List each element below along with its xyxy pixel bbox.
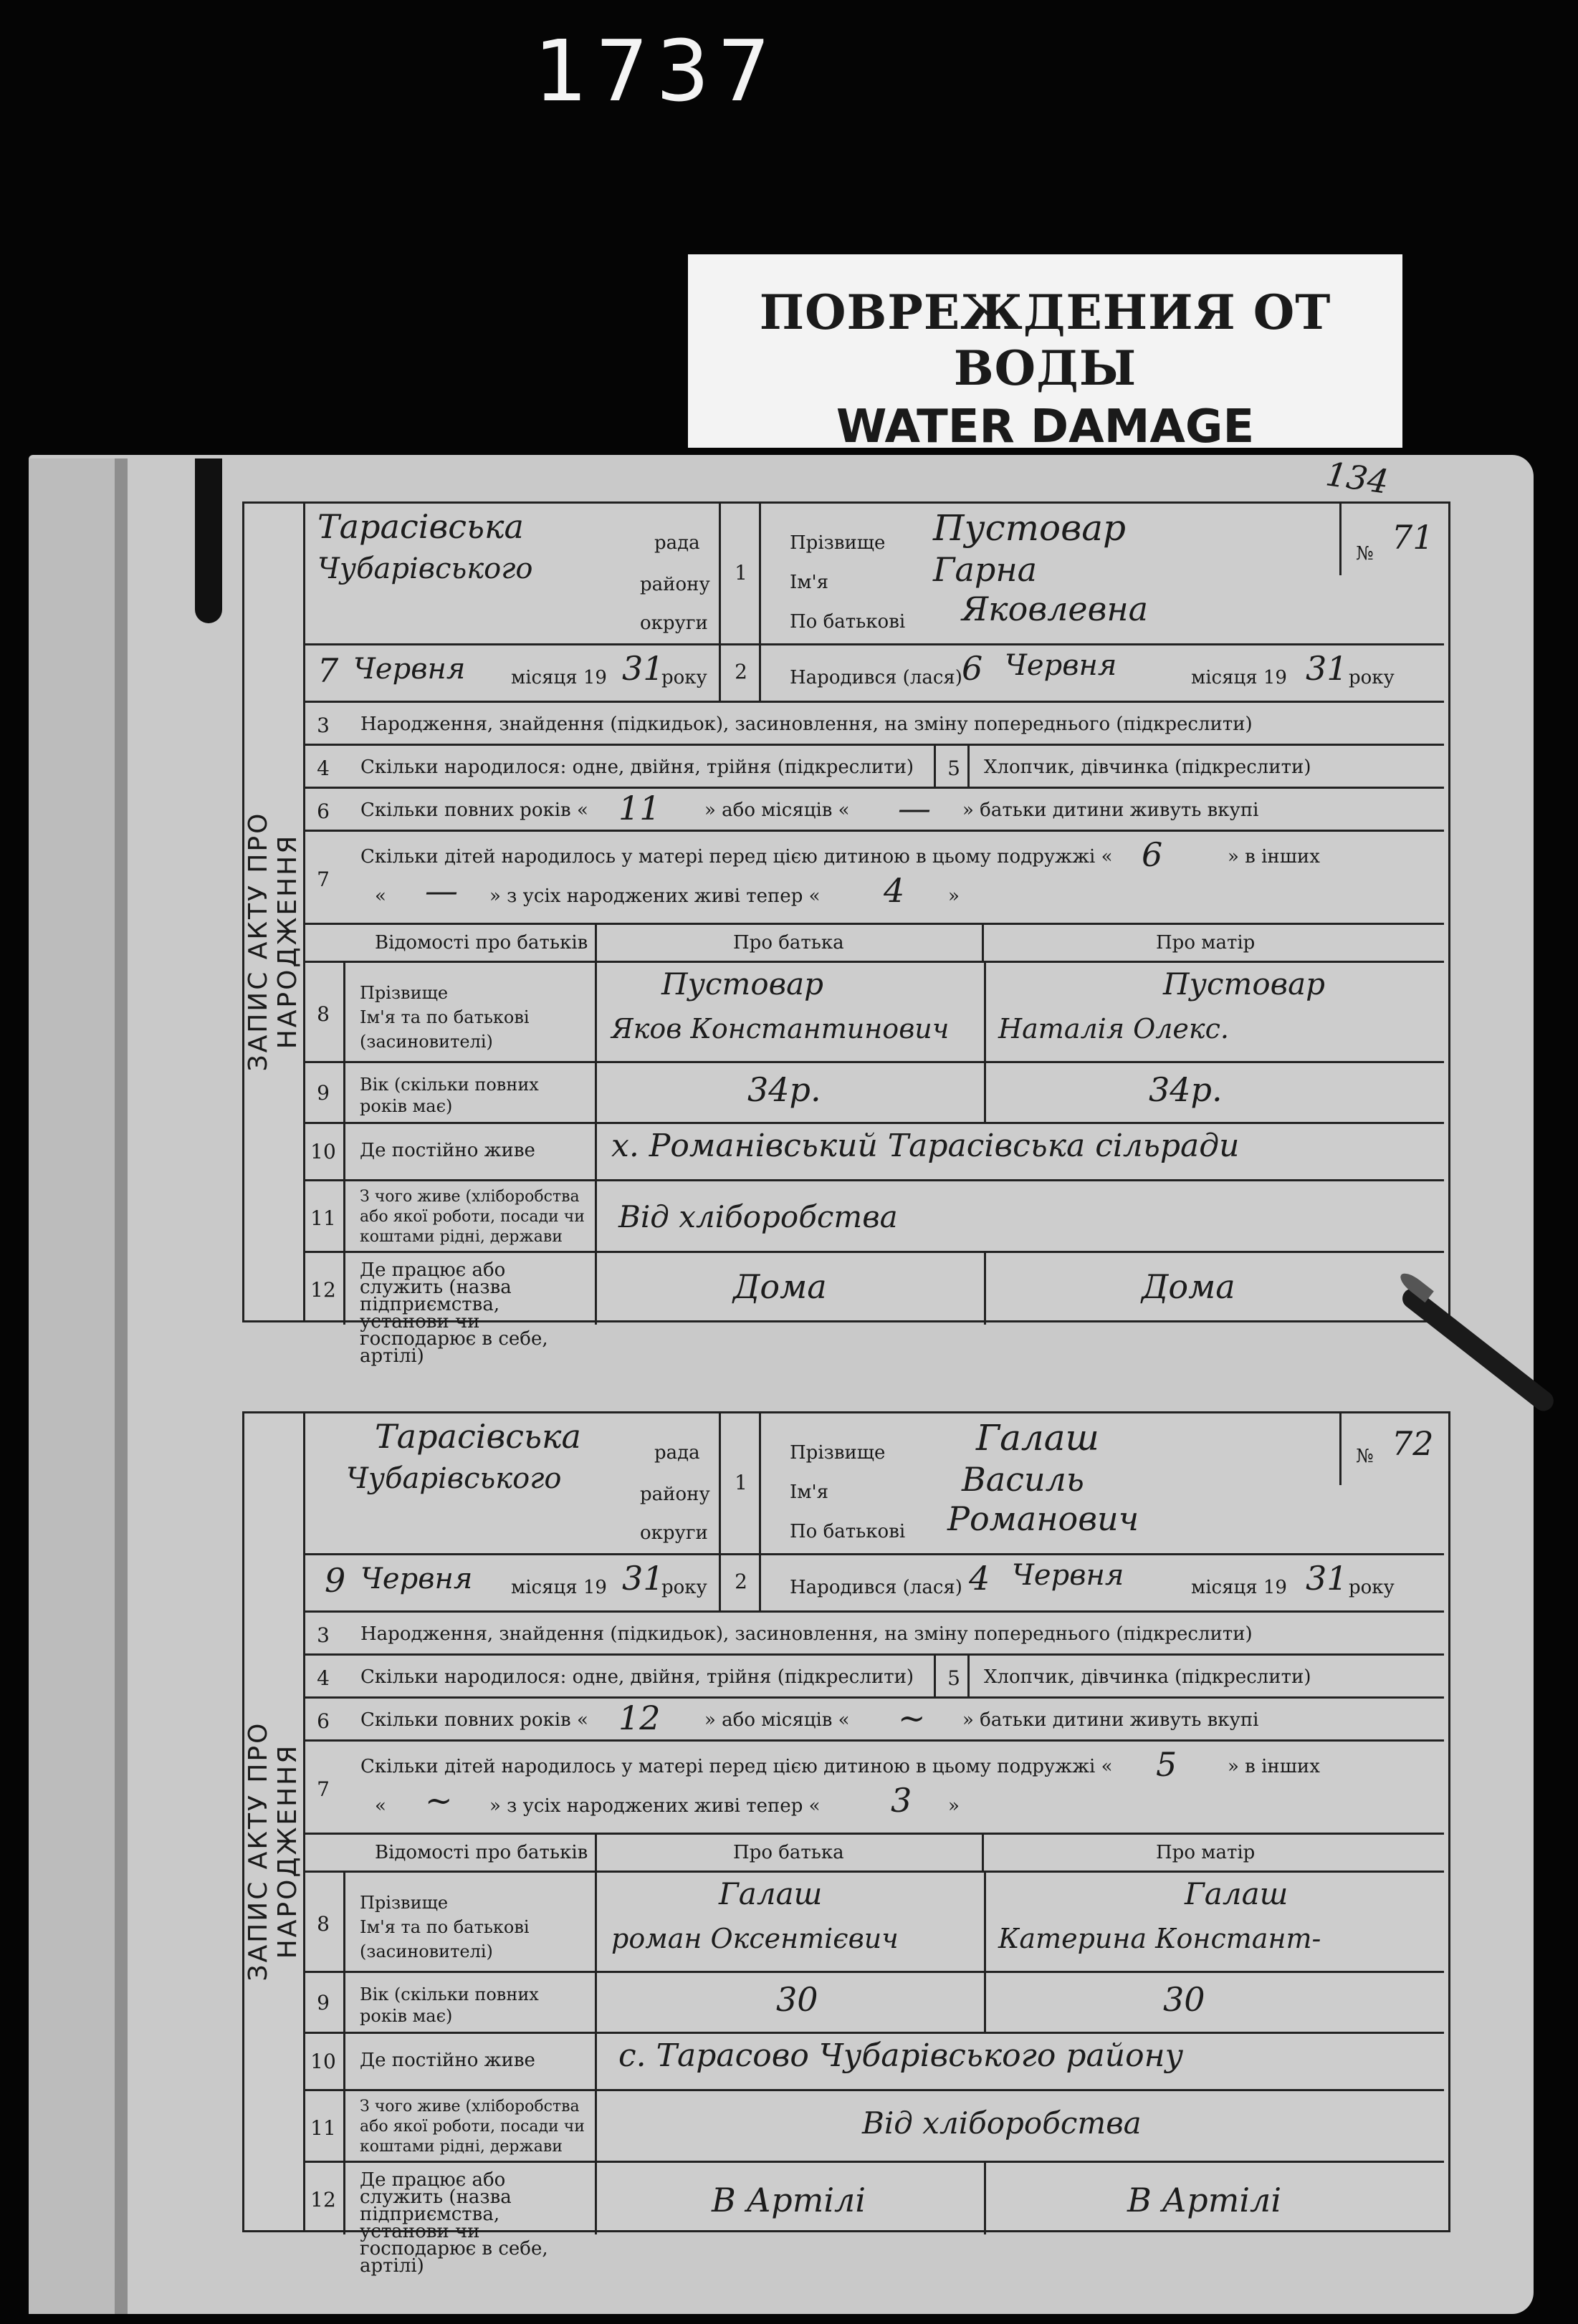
patronymic-label: По батькові — [790, 611, 906, 633]
row9-label: Вік (скільки повних років має) — [360, 1984, 539, 2026]
registration-date — [303, 643, 719, 701]
row7-label-b: » в інших — [1228, 1756, 1320, 1777]
record-number: 71 — [1392, 518, 1434, 557]
surname-label: Прізвище — [790, 1442, 886, 1464]
reg-year: 31 — [622, 649, 664, 688]
row7-children-other: — — [425, 871, 458, 910]
row9: 9 Вік (скільки повних років має) 30 30 — [303, 1971, 1444, 2032]
mother-header: Про матір — [1156, 1842, 1256, 1863]
father-age: 30 — [776, 1980, 818, 2019]
row11-label: З чого живе (хліборобства або якої роботи, посади чи коштами рідні, держави — [360, 2098, 585, 2156]
rada-label: рада — [654, 1442, 700, 1464]
row5-text: Хлопчик, дівчинка (підкреслити) — [984, 757, 1311, 778]
record-number-box — [1339, 504, 1444, 575]
record-number-box — [1339, 1413, 1444, 1485]
row6-label-c: » батьки дитини живуть вкупі — [962, 1709, 1259, 1731]
born-month: Червня — [1012, 1559, 1124, 1592]
registry-office-block — [303, 1413, 719, 1553]
row3-text: Народження, знайдення (підкидьок), засиновлення, на зміну попереднього (підкреслити) — [360, 714, 1253, 735]
reg-month: Червня — [360, 1562, 473, 1595]
row6: 6 Скільки повних років « 12 » або місяців « ~ » батьки дитини живуть вкупі — [303, 1696, 1444, 1739]
raion-label: району — [640, 1484, 710, 1505]
row6-label-b: » або місяців « — [704, 1709, 850, 1731]
patronymic-label: По батькові — [790, 1521, 906, 1542]
mother-age: 34р. — [1149, 1070, 1223, 1109]
row6-label-b: » або місяців « — [704, 800, 850, 821]
row8: 8 Прізвище Ім'я та по батькові (засиновителі) Галаш роман Оксентієвич Галаш Катерина Констант- — [303, 1871, 1444, 1971]
row12: 12 Де працює або служить (назва підприємства, установи чи господарює в себе, артілі) В Артілі В Артілі — [303, 2161, 1444, 2232]
stamp-line-ru: ПОВРЕЖДЕНИЯ ОТ ВОДЫ — [759, 284, 1331, 396]
born-year: 31 — [1306, 649, 1348, 688]
row6-label-c: » батьки дитини живуть вкупі — [962, 800, 1259, 821]
born-month-label: місяця 19 — [1191, 667, 1287, 688]
row3-text: Народження, знайдення (підкидьок), засиновлення, на зміну попереднього (підкреслити) — [360, 1623, 1253, 1645]
record-side-title — [244, 1413, 305, 2230]
surname-value: Галаш — [976, 1417, 1099, 1459]
row7-label-e: » — [948, 1795, 960, 1817]
father-header: Про батька — [733, 932, 844, 954]
birth-date-row: Народився (лася) 6 Червня місяця 19 31 року — [759, 643, 1444, 701]
row1-number: 1 — [719, 504, 759, 643]
reg-month-label: місяця 19 — [511, 667, 607, 688]
parents-table — [303, 1833, 1444, 2277]
row4-text: Скільки народилося: одне, двійня, трійня (підкреслити) — [360, 1666, 914, 1688]
name-value: Гарна — [933, 550, 1038, 589]
child-name-block — [759, 504, 1339, 643]
birth-record-1: ЗАПИС АКТУ ПРО НАРОДЖЕННЯ Тарасівська рада Чубарівського району округи 7 Червня місяця 19 31 року 1 Прізвище Пустовар Ім'я Гарна По батькові Яковлевна № 71 2 Народився (лася) 6 Червня місяця 19 31 року 3 Народження, знайдення (підкидьок), засиновлення, на зміну попереднього (підкреслити) 4 Скільки народилося: одне, двійня, трійня (підкреслити) 5 Хлопчик, дівчинка (підкреслити) 6 Скільки повних років « 11 » або місяців « — » батьки дитини живуть вкупі 7 Скільки дітей народилось у матері перед цією дитиною в цьому подружжі « 6 » в інших « — » з усіх народжених живі тепер « 4 » Відомості про батьків Про батька Про матір 8 Прізвище Ім'я та по батькові (засиновителі) Пустовар Яков Константинович Пустовар Наталія Олекс. 9 Вік (скільки повних років має) 34р. 34р. 10 Де постійно живе х. Романівський Тарасівська сільради 11 З чого живе (хліборобства або якої роботи, посади чи коштами рідні, держави Від хліборобства 12 Де працює або служить (назва підприємства, установи чи господарює в себе, артілі) Дома Дома — [242, 501, 1450, 1322]
row8-label: Прізвище Ім'я та по батькові (засиновителі) — [360, 1893, 530, 1962]
reg-year-label: року — [661, 667, 707, 688]
born-month-label: місяця 19 — [1191, 1577, 1287, 1598]
number-label: № — [1356, 1446, 1374, 1467]
row4-5: 4 Скільки народилося: одне, двійня, трійня (підкреслити) 5 Хлопчик, дівчинка (підкреслити) — [303, 744, 1444, 787]
mother-surname: Галаш — [1185, 1876, 1288, 1911]
born-label: Народився (лася) — [790, 667, 962, 688]
row7-children-other: ~ — [425, 1781, 453, 1820]
row7-alive-now: 4 — [884, 871, 905, 910]
row12: 12 Де працює або служить (назва підприємства, установи чи господарює в себе, артілі) Дома Дома — [303, 1251, 1444, 1322]
born-day: 4 — [969, 1559, 990, 1598]
binding-shadow — [115, 458, 128, 2314]
row6-years: 12 — [618, 1699, 661, 1737]
rada-label: рада — [654, 532, 700, 554]
patronymic-value: Яковлевна — [962, 590, 1149, 628]
birth-record-2: ЗАПИС АКТУ ПРО НАРОДЖЕННЯ Тарасівська рада Чубарівського району округи 9 Червня місяця 19 31 року 1 Прізвище Галаш Ім'я Василь По батькові Романович № 72 2 Народився (лася) 4 Червня місяця 19 31 року 3 Народження, знайдення (підкидьок), засиновлення, на зміну попереднього (підкреслити) 4 Скільки народилося: одне, двійня, трійня (підкреслити) 5 Хлопчик, дівчинка (підкреслити) 6 Скільки повних років « 12 » або місяців « ~ » батьки дитини живуть вкупі 7 Скільки дітей народилось у матері перед цією дитиною в цьому подружжі « 5 » в інших « ~ » з усіх народжених живі тепер « 3 » Відомості про батьків Про батька Про матір 8 Прізвище Ім'я та по батькові (засиновителі) Галаш роман Оксентієвич Галаш Катерина Констант- 9 Вік (скільки повних років має) 30 30 10 Де постійно живе с. Тарасово Чубарівського району 11 З чого живе (хліборобства або якої роботи, посади чи коштами рідні, держави Від хліборобства 12 Де працює або служить (назва підприємства, установи чи господарює в себе, артілі) В Артілі В Артілі — [242, 1411, 1450, 2232]
mother-header: Про матір — [1156, 932, 1256, 954]
row10-label: Де постійно живе — [360, 1140, 535, 1161]
parents-header: Відомості про батьків — [375, 932, 588, 954]
side-title-text: ЗАПИС АКТУ ПРО НАРОДЖЕННЯ — [244, 1721, 302, 1982]
livelihood: Від хліборобства — [862, 2105, 1142, 2141]
row10-label: Де постійно живе — [360, 2050, 535, 2071]
row8: 8 Прізвище Ім'я та по батькові (засиновителі) Пустовар Яков Константинович Пустовар Наталія Олекс. — [303, 961, 1444, 1061]
father-surname: Пустовар — [661, 966, 823, 1002]
reg-year: 31 — [622, 1559, 664, 1598]
patronymic-value: Романович — [947, 1499, 1139, 1538]
row7-children-before: 6 — [1142, 835, 1163, 874]
stamp-line-en: WATER DAMAGE — [836, 400, 1255, 453]
row3: 3 Народження, знайдення (підкидьок), засиновлення, на зміну попереднього (підкреслити) — [303, 701, 1444, 744]
side-title-text: ЗАПИС АКТУ ПРО НАРОДЖЕННЯ — [244, 811, 302, 1072]
row11: 11 З чого живе (хліборобства або якої роботи, посади чи коштами рідні, держави Від хліборобства — [303, 2089, 1444, 2161]
row6: 6 Скільки повних років « 11 » або місяців « — » батьки дитини живуть вкупі — [303, 787, 1444, 830]
row3: 3 Народження, знайдення (підкидьок), засиновлення, на зміну попереднього (підкреслити) — [303, 1610, 1444, 1653]
raion-value: Чубарівського — [317, 552, 533, 585]
row6-label-a: Скільки повних років « — [360, 1709, 588, 1731]
mother-name: Наталія Олекс. — [998, 1013, 1229, 1045]
born-label: Народився (лася) — [790, 1577, 962, 1598]
residence: х. Романівський Тарасівська сільради — [611, 1128, 1240, 1164]
reg-year-label: року — [661, 1577, 707, 1598]
okruha-label: округи — [640, 613, 708, 634]
row7-label-a: Скільки дітей народилось у матері перед цією дитиною в цьому подружжі « — [360, 1756, 1113, 1777]
surname-label: Прізвище — [790, 532, 886, 554]
row7-label-d: » з усіх народжених живі тепер « — [489, 1795, 821, 1817]
row9: 9 Вік (скільки повних років має) 34р. 34р. — [303, 1061, 1444, 1122]
born-day: 6 — [962, 649, 983, 688]
binding-tear — [195, 458, 222, 623]
residence: с. Тарасово Чубарівського району — [618, 2037, 1184, 2074]
record-side-title — [244, 504, 305, 1320]
row11-label: З чого живе (хліборобства або якої роботи, посади чи коштами рідні, держави — [360, 1188, 585, 1246]
row7: 7 Скільки дітей народилось у матері перед цією дитиною в цьому подружжі « 6 » в інших « — » з усіх народжених живі тепер « 4 » — [303, 830, 1444, 923]
born-year: 31 — [1306, 1559, 1348, 1598]
archive-number: 1737 — [534, 21, 778, 120]
name-value: Василь — [962, 1460, 1084, 1499]
row6-months: — — [898, 789, 931, 827]
page-corner-number: 134 — [1323, 454, 1392, 501]
record-number: 72 — [1392, 1424, 1434, 1463]
mother-name: Катерина Констант- — [998, 1923, 1321, 1954]
row7: 7 Скільки дітей народилось у матері перед цією дитиною в цьому подружжі « 5 » в інших « ~ » з усіх народжених живі тепер « 3 » — [303, 1739, 1444, 1833]
row7-label-e: » — [948, 885, 960, 907]
page-binding — [29, 458, 125, 2314]
name-label: Ім'я — [790, 1482, 829, 1503]
row4-5: 4 Скільки народилося: одне, двійня, трійня (підкреслити) 5 Хлопчик, дівчинка (підкреслити) — [303, 1653, 1444, 1696]
row6-years: 11 — [618, 789, 661, 827]
row11: 11 З чого живе (хліборобства або якої роботи, посади чи коштами рідні, держави Від хліборобства — [303, 1179, 1444, 1251]
father-name: роман Оксентієвич — [611, 1923, 899, 1954]
row7-label-c: « — [375, 1795, 386, 1817]
work-mother: Дома — [1142, 1267, 1235, 1306]
parents-table — [303, 923, 1444, 1367]
reg-month-label: місяця 19 — [511, 1577, 607, 1598]
row12-label: Де працює або служить (назва підприємства, установи чи господарює в себе, артілі) — [360, 1259, 548, 1367]
name-label: Ім'я — [790, 572, 829, 593]
work-mother: В Артілі — [1127, 2181, 1282, 2219]
okruha-label: округи — [640, 1522, 708, 1544]
water-damage-stamp — [688, 254, 1402, 453]
surname-value: Пустовар — [933, 507, 1127, 549]
row4-text: Скільки народилося: одне, двійня, трійня (підкреслити) — [360, 757, 914, 778]
child-name-block — [759, 1413, 1339, 1553]
row12-label: Де працює або служить (назва підприємства, установи чи господарює в себе, артілі) — [360, 2169, 548, 2277]
father-header: Про батька — [733, 1842, 844, 1863]
work-father: Дома — [733, 1267, 827, 1306]
row6-label-a: Скільки повних років « — [360, 800, 588, 821]
rada-value: Тарасівська — [375, 1417, 581, 1456]
reg-day: 9 — [325, 1561, 346, 1600]
row8-label: Прізвище Ім'я та по батькові (засиновителі) — [360, 983, 530, 1052]
father-name: Яков Константинович — [611, 1013, 950, 1045]
birth-date-row: Народився (лася) 4 Червня місяця 19 31 року — [759, 1553, 1444, 1610]
number-label: № — [1356, 543, 1374, 565]
row7-label-c: « — [375, 885, 386, 907]
row9-label: Вік (скільки повних років має) — [360, 1075, 539, 1116]
registration-date — [303, 1553, 719, 1610]
row10: 10 Де постійно живе с. Тарасово Чубарівського району — [303, 2032, 1444, 2089]
row7-children-before: 5 — [1156, 1745, 1177, 1784]
work-father: В Артілі — [712, 2181, 866, 2219]
row7-label-d: » з усіх народжених живі тепер « — [489, 885, 821, 907]
born-month: Червня — [1005, 649, 1117, 682]
registry-office-block — [303, 504, 719, 643]
row6-months: ~ — [898, 1699, 926, 1737]
reg-day: 7 — [317, 651, 339, 690]
row5-text: Хлопчик, дівчинка (підкреслити) — [984, 1666, 1311, 1688]
reg-month: Червня — [353, 653, 466, 686]
mother-surname: Пустовар — [1163, 966, 1325, 1002]
father-surname: Галаш — [719, 1876, 823, 1911]
raion-value: Чубарівського — [346, 1462, 562, 1495]
row7-label-b: » в інших — [1228, 846, 1320, 868]
parents-header: Відомості про батьків — [375, 1842, 588, 1863]
mother-age: 30 — [1163, 1980, 1205, 2019]
rada-value: Тарасівська — [317, 507, 524, 546]
row10: 10 Де постійно живе х. Романівський Тарасівська сільради — [303, 1122, 1444, 1179]
row7-label-a: Скільки дітей народилось у матері перед цією дитиною в цьому подружжі « — [360, 846, 1113, 868]
row7-alive-now: 3 — [891, 1781, 912, 1820]
raion-label: району — [640, 574, 710, 595]
livelihood: Від хліборобства — [618, 1199, 898, 1234]
father-age: 34р. — [747, 1070, 821, 1109]
